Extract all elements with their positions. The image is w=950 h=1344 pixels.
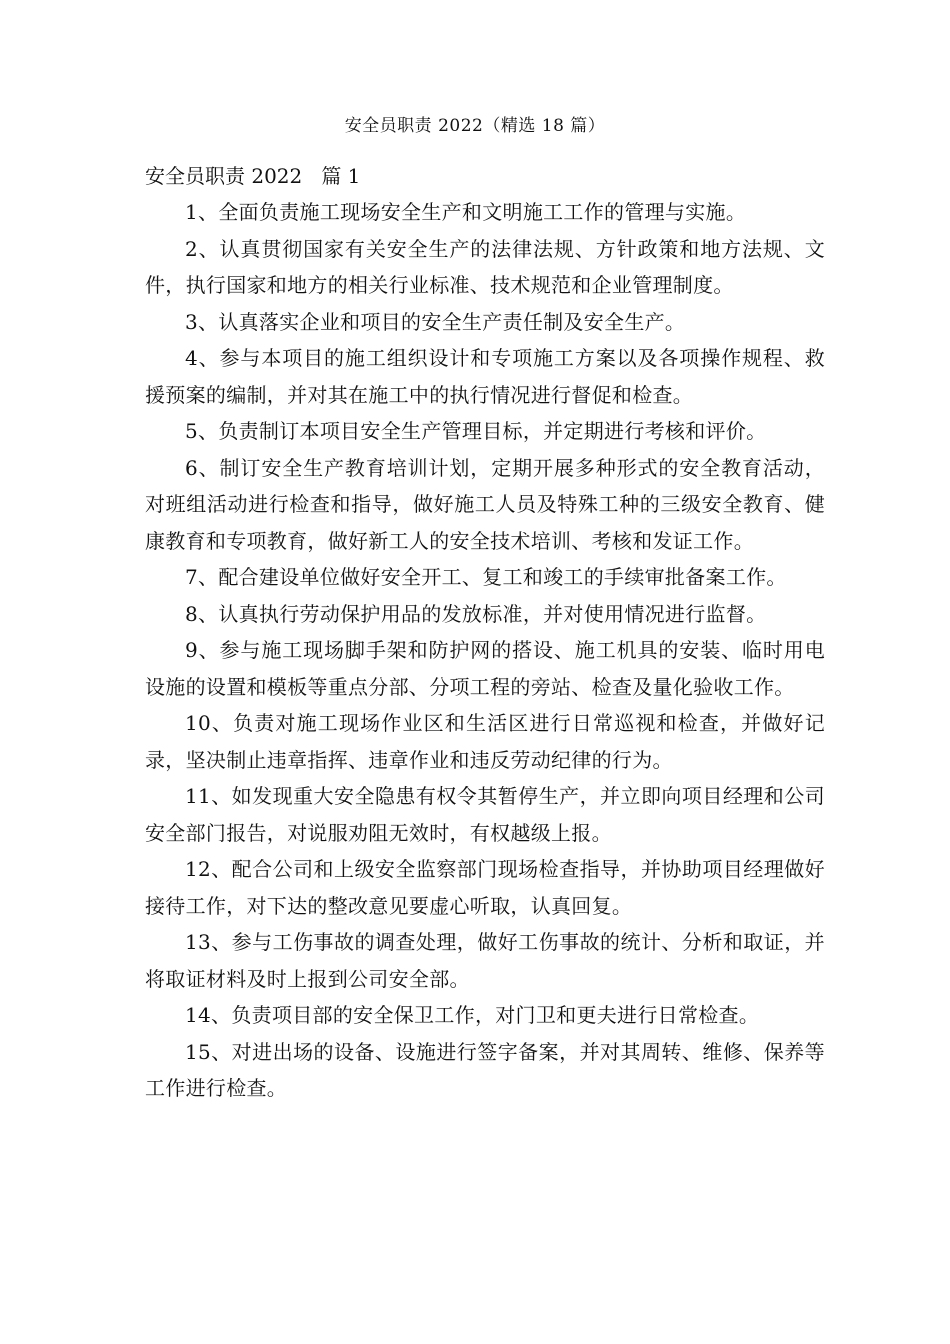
document-title: 安全员职责 2022（精选 18 篇） — [344, 116, 606, 136]
duty-paragraph-14: 14、负责项目部的安全保卫工作，对门卫和更夫进行日常检查。 — [185, 1003, 760, 1027]
section-heading: 安全员职责 2022 篇 1 — [145, 164, 361, 188]
duty-paragraph-8: 8、认真执行劳动保护用品的发放标准，并对使用情况进行监督。 — [185, 601, 767, 626]
duty-paragraph-11: 11、如发现重大安全隐患有权令其暂停生产，并立即向项目经理和公司安全部门报告，对说服劝阻无效时，有权越级上报。 — [145, 784, 825, 845]
duty-paragraph-3: 3、认真落实企业和项目的安全生产责任制及安全生产。 — [185, 309, 686, 334]
duty-paragraph-5: 5、负责制订本项目安全生产管理目标，并定期进行考核和评价。 — [185, 419, 767, 443]
duty-paragraph-4: 4、参与本项目的施工组织设计和专项施工方案以及各项操作规程、救援预案的编制，并对其在施工中的执行情况进行督促和检查。 — [145, 346, 825, 407]
duty-paragraph-6: 6、制订安全生产教育培训计划，定期开展多种形式的安全教育活动，对班组活动进行检查和指导，做好施工人员及特殊工种的三级安全教育、健康教育和专项教育，做好新工人的安全技术培训、考核和发证工作。 — [145, 455, 825, 553]
duty-paragraph-15: 15、对进出场的设备、设施进行签字备案，并对其周转、维修、保养等工作进行检查。 — [145, 1039, 825, 1100]
duty-paragraph-7: 7、配合建设单位做好安全开工、复工和竣工的手续审批备案工作。 — [185, 565, 787, 589]
duty-paragraph-1: 1、全面负责施工现场安全生产和文明施工工作的管理与实施。 — [185, 200, 747, 224]
document-body — [145, 158, 825, 1107]
duty-paragraph-12: 12、配合公司和上级安全监察部门现场检查指导，并协助项目经理做好接待工作，对下达的整改意见要虚心听取，认真回复。 — [145, 857, 825, 918]
duty-paragraph-10: 10、负责对施工现场作业区和生活区进行日常巡视和检查，并做好记录，坚决制止违章指挥、违章作业和违反劳动纪律的行为。 — [145, 711, 825, 772]
duty-paragraph-9: 9、参与施工现场脚手架和防护网的搭设、施工机具的安装、临时用电设施的设置和模板等重点分部、分项工程的旁站、检查及量化验收工作。 — [145, 638, 825, 699]
duty-paragraph-2: 2、认真贯彻国家有关安全生产的法律法规、方针政策和地方法规、文件，执行国家和地方的相关行业标准、技术规范和企业管理制度。 — [145, 236, 825, 297]
duty-paragraph-13: 13、参与工伤事故的调查处理，做好工伤事故的统计、分析和取证，并将取证材料及时上报到公司安全部。 — [145, 930, 825, 991]
